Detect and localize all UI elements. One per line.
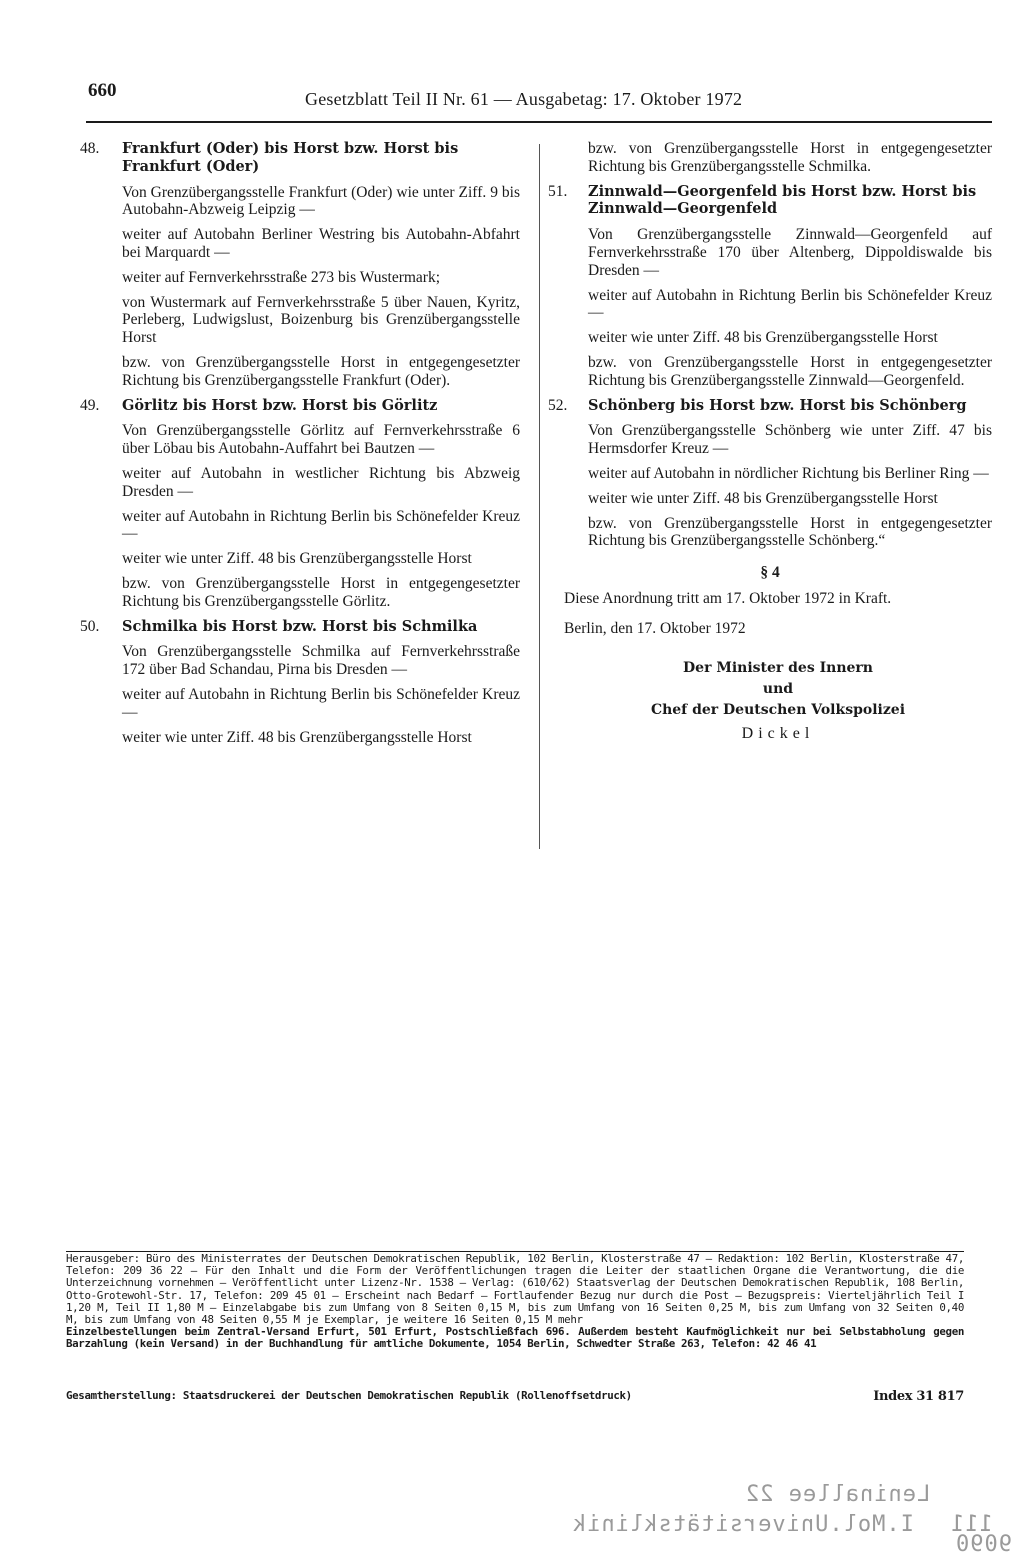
imprint xyxy=(66,1253,964,1351)
item-title: Schmilka bis Horst bzw. Horst bis Schmilka xyxy=(122,617,478,635)
page-number: 660 xyxy=(88,80,117,101)
imprint-footer xyxy=(66,1389,964,1402)
item-paragraph: weiter wie unter Ziff. 48 bis Grenzübergangsstelle Horst xyxy=(122,728,472,746)
signature-title: Der Minister des Innern xyxy=(683,659,873,676)
item-title: Zinnwald—Georgenfeld bis Horst bzw. Horst bis Zinnwald—Georgenfeld xyxy=(588,182,977,218)
item-number: 51. xyxy=(548,182,568,200)
item-number: 48. xyxy=(80,140,100,157)
header-rule xyxy=(86,121,992,123)
index-number: Index 31 817 xyxy=(873,1389,964,1404)
place-date: Berlin, den 17. Oktober 1972 xyxy=(564,619,746,637)
left-column xyxy=(80,140,520,753)
item-50 xyxy=(80,618,520,747)
item-paragraph: weiter wie unter Ziff. 48 bis Grenzübergangsstelle Horst xyxy=(588,489,938,507)
item-paragraph: weiter auf Autobahn in westlicher Richtung bis Abzweig Dresden — xyxy=(122,464,520,500)
item-51 xyxy=(548,183,992,390)
library-stamp-line: 111 xyxy=(950,1512,993,1537)
item-number: 52. xyxy=(548,396,568,414)
item-title: Frankfurt (Oder) bis Horst bzw. Horst bis Frankfurt (Oder) xyxy=(122,140,459,175)
item-paragraph: Von Grenzübergangsstelle Zinnwald—Georgenfeld auf Fernverkehrsstraße 170 über Altenberg, Dippoldiswalde bis Dresden — xyxy=(588,226,992,279)
library-stamp-line: 9090 xyxy=(955,1532,1012,1557)
library-stamp-line: Leninallee 22 xyxy=(745,1482,931,1507)
item-paragraph: Von Grenzübergangsstelle Schönberg wie unter Ziff. 47 bis Hermsdorfer Kreuz — xyxy=(588,422,992,458)
item-number: 49. xyxy=(80,396,100,414)
right-column xyxy=(548,140,992,744)
column-rule xyxy=(539,144,540,849)
item-paragraph: von Wustermark auf Fernverkehrsstraße 5 über Nauen, Kyritz, Perleberg, Ludwigslust, Boizenburg bis Grenzübergangsstelle Horst xyxy=(122,293,520,347)
section-heading: § 4 xyxy=(760,564,780,582)
item-paragraph: Von Grenzübergangsstelle Frankfurt (Oder) wie unter Ziff. 9 bis Autobahn-Abzweig Leipzig — xyxy=(122,183,520,219)
enactment-text: Diese Anordnung tritt am 17. Oktober 1972 in Kraft. xyxy=(564,589,892,607)
item-paragraph: weiter auf Fernverkehrsstraße 273 bis Wustermark; xyxy=(122,268,441,286)
library-stamp-line: I.Mol.Universitätsklinik xyxy=(572,1512,914,1537)
item-paragraph: Von Grenzübergangsstelle Görlitz auf Fernverkehrsstraße 6 über Löbau bis Autobahn-Auffahrt bei Bautzen — xyxy=(122,422,520,458)
item-paragraph: bzw. von Grenzübergangsstelle Horst in entgegengesetzter Richtung bis Grenzübergangsstelle Frankfurt (Oder). xyxy=(122,353,520,389)
continuation-paragraph: bzw. von Grenzübergangsstelle Horst in entgegengesetzter Richtung bis Grenzübergangsstelle Schmilka. xyxy=(588,140,992,175)
imprint-publisher: Herausgeber: Büro des Ministerrates der Deutschen Demokratischen Republik, 102 Berlin, Klosterstraße 47 — Redaktion: 102 Berlin, Klosterstraße 47, Telefon: 209 36 22 — Für den Inhalt und die Form der Veröffentlichungen tragen die Leiter der staatlichen Organe die Verantwortung, die die Unterzeichnung vornehmen — Veröffentlicht unter Lizenz-Nr. 1538 — Verlag: (610/62) Staatsverlag der Deutschen Demokratischen Republik, 108 Berlin, Otto-Grotewohl-Str. 17, Telefon: 209 45 01 — Erscheint nach Bedarf — Fortlaufender Bezug nur durch die Post — Bezugspreis: Vierteljährlich Teil I 1,20 M, Teil II 1,80 M — Einzelabgabe bis zum Umfang von 8 Seiten 0,15 M, bis zum Umfang von 16 Seiten 0,25 M, bis zum Umfang von 32 Seiten 0,40 M, bis zum Umfang von 48 Seiten 0,55 M je Exemplar, je weitere 16 Seiten 0,15 M mehr xyxy=(66,1252,964,1327)
item-paragraph: bzw. von Grenzübergangsstelle Horst in entgegengesetzter Richtung bis Grenzübergangsstelle Schönberg.“ xyxy=(588,514,992,550)
running-head: Gesetzblatt Teil II Nr. 61 — Ausgabetag: 17. Oktober 1972 xyxy=(305,89,743,109)
imprint-printer: Gesamtherstellung: Staatsdruckerei der Deutschen Demokratischen Republik (Rollenoffsetdruck) xyxy=(66,1389,632,1402)
item-title: Schönberg bis Horst bzw. Horst bis Schönberg xyxy=(588,396,967,414)
imprint-orders: Einzelbestellungen beim Zentral-Versand Erfurt, 501 Erfurt, Postschließfach 696. Außerdem besteht Kaufmöglichkeit nur bei Selbstabholung gegen Barzahlung (kein Versand) in der Buchhandlung für amtliche Dokumente, 1054 Berlin, Schwedter Straße 263, Telefon: 42 46 41 xyxy=(66,1325,964,1351)
item-paragraph: weiter wie unter Ziff. 48 bis Grenzübergangsstelle Horst xyxy=(122,550,472,568)
item-title: Görlitz bis Horst bzw. Horst bis Görlitz xyxy=(122,396,438,414)
item-49 xyxy=(80,397,520,611)
item-48 xyxy=(80,140,520,390)
signature-title-2: Chef der Deutschen Volkspolizei xyxy=(650,701,906,718)
item-paragraph: bzw. von Grenzübergangsstelle Horst in entgegengesetzter Richtung bis Grenzübergangsstelle Zinnwald—Georgenfeld. xyxy=(588,353,992,389)
item-paragraph: weiter auf Autobahn in Richtung Berlin bis Schönefelder Kreuz — xyxy=(122,507,520,543)
signature-block xyxy=(548,658,992,744)
item-paragraph: Von Grenzübergangsstelle Schmilka auf Fernverkehrsstraße 172 über Bad Schandau, Pirna bis Dresden — xyxy=(122,643,520,679)
item-number: 50. xyxy=(80,617,100,635)
item-paragraph: weiter auf Autobahn in Richtung Berlin bis Schönefelder Kreuz — xyxy=(588,286,992,322)
signature-conjunction: und xyxy=(762,680,794,697)
item-paragraph: weiter auf Autobahn in nördlicher Richtung bis Berliner Ring — xyxy=(588,464,989,482)
signatory-name: Dickel xyxy=(741,724,815,742)
continuation-block xyxy=(548,140,992,176)
item-paragraph: bzw. von Grenzübergangsstelle Horst in entgegengesetzter Richtung bis Grenzübergangsstelle Görlitz. xyxy=(122,574,520,610)
item-52 xyxy=(548,397,992,551)
item-paragraph: weiter auf Autobahn Berliner Westring bis Autobahn-Abfahrt bei Marquardt — xyxy=(122,226,520,261)
item-paragraph: weiter wie unter Ziff. 48 bis Grenzübergangsstelle Horst xyxy=(588,329,938,347)
item-paragraph: weiter auf Autobahn in Richtung Berlin bis Schönefelder Kreuz — xyxy=(122,685,520,721)
